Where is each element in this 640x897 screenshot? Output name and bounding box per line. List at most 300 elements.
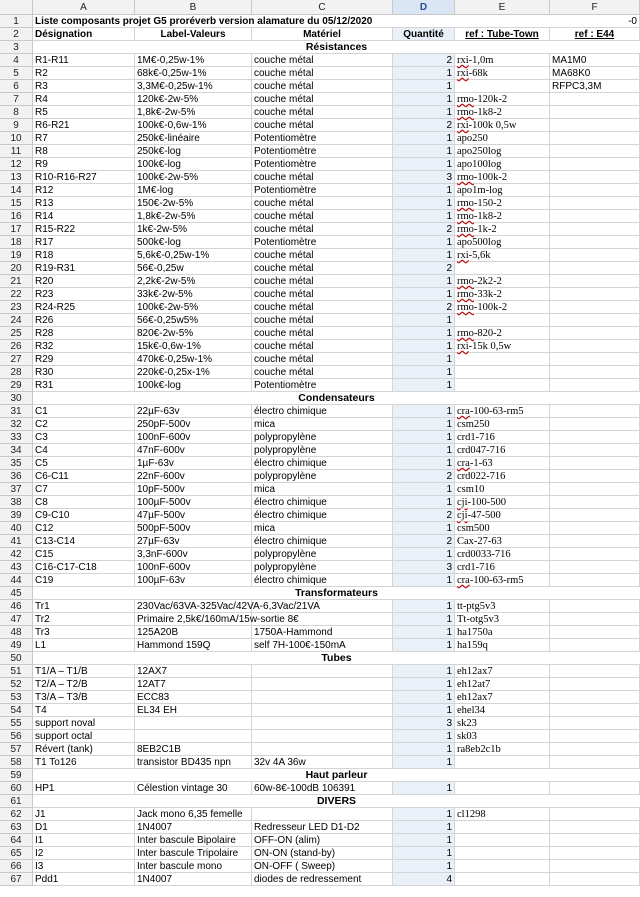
cell-b49[interactable]: Hammond 159Q: [135, 639, 252, 652]
cell-a49[interactable]: L1: [33, 639, 135, 652]
cell-e5[interactable]: rxi-68k: [455, 67, 550, 80]
cell-c28[interactable]: couche métal: [252, 366, 393, 379]
cell-f49[interactable]: [550, 639, 640, 652]
cell-d14[interactable]: 1: [393, 184, 455, 197]
row-header-42[interactable]: 42: [0, 548, 33, 561]
cell-c63[interactable]: Redresseur LED D1-D2: [252, 821, 393, 834]
row-header-16[interactable]: 16: [0, 210, 33, 223]
cell-f27[interactable]: [550, 353, 640, 366]
cell-c67[interactable]: diodes de redressement: [252, 873, 393, 886]
cell-f40[interactable]: [550, 522, 640, 535]
cell-d27[interactable]: 1: [393, 353, 455, 366]
cell-d16[interactable]: 1: [393, 210, 455, 223]
cell-c41[interactable]: électro chimique: [252, 535, 393, 548]
cell-a44[interactable]: C19: [33, 574, 135, 587]
row-header-5[interactable]: 5: [0, 67, 33, 80]
cell-a10[interactable]: R7: [33, 132, 135, 145]
cell-e36[interactable]: crd022-716: [455, 470, 550, 483]
cell-c54[interactable]: [252, 704, 393, 717]
cell-c14[interactable]: Potentiomètre: [252, 184, 393, 197]
cell-f32[interactable]: [550, 418, 640, 431]
cell-f51[interactable]: [550, 665, 640, 678]
cell-c60[interactable]: 60w-8€-100dB 106391: [252, 782, 393, 795]
cell-c35[interactable]: électro chimique: [252, 457, 393, 470]
row-header-7[interactable]: 7: [0, 93, 33, 106]
cell-a6[interactable]: R3: [33, 80, 135, 93]
row-header-67[interactable]: 67: [0, 873, 33, 886]
cell-d32[interactable]: 1: [393, 418, 455, 431]
cell-a66[interactable]: I3: [33, 860, 135, 873]
row-header-51[interactable]: 51: [0, 665, 33, 678]
cell-f23[interactable]: [550, 301, 640, 314]
cell-d35[interactable]: 1: [393, 457, 455, 470]
row-header-13[interactable]: 13: [0, 171, 33, 184]
cell-c53[interactable]: [252, 691, 393, 704]
header-designation[interactable]: Désignation: [33, 28, 135, 41]
cell-f6[interactable]: RFPC3,3M: [550, 80, 640, 93]
cell-d46[interactable]: 1: [393, 600, 455, 613]
cell-e55[interactable]: sk23: [455, 717, 550, 730]
cell-b58[interactable]: transistor BD435 npn: [135, 756, 252, 769]
cell-f12[interactable]: [550, 158, 640, 171]
cell-c57[interactable]: [252, 743, 393, 756]
cell-a56[interactable]: support octal: [33, 730, 135, 743]
cell-f29[interactable]: [550, 379, 640, 392]
row-header-3[interactable]: 3: [0, 41, 33, 54]
cell-d51[interactable]: 1: [393, 665, 455, 678]
cell-d38[interactable]: 1: [393, 496, 455, 509]
cell-d12[interactable]: 1: [393, 158, 455, 171]
cell-b29[interactable]: 100k€-log: [135, 379, 252, 392]
cell-c17[interactable]: couche métal: [252, 223, 393, 236]
cell-c42[interactable]: polypropylène: [252, 548, 393, 561]
cell-e38[interactable]: cji-100-500: [455, 496, 550, 509]
cell-b14[interactable]: 1M€-log: [135, 184, 252, 197]
row-header-14[interactable]: 14: [0, 184, 33, 197]
cell-e24[interactable]: [455, 314, 550, 327]
column-header-b[interactable]: B: [135, 0, 252, 15]
row-header-53[interactable]: 53: [0, 691, 33, 704]
cell-a31[interactable]: C1: [33, 405, 135, 418]
row-header-37[interactable]: 37: [0, 483, 33, 496]
cell-e54[interactable]: ehel34: [455, 704, 550, 717]
cell-d67[interactable]: 4: [393, 873, 455, 886]
cell-b35[interactable]: 1µF-63v: [135, 457, 252, 470]
cell-e58[interactable]: [455, 756, 550, 769]
row-header-8[interactable]: 8: [0, 106, 33, 119]
cell-c49[interactable]: self 7H-100€-150mA: [252, 639, 393, 652]
row-header-2[interactable]: 2: [0, 28, 33, 41]
cell-e16[interactable]: rmo-1k8-2: [455, 210, 550, 223]
cell-d33[interactable]: 1: [393, 431, 455, 444]
cell-c47[interactable]: [252, 613, 393, 626]
cell-a19[interactable]: R18: [33, 249, 135, 262]
cell-b40[interactable]: 500pF-500v: [135, 522, 252, 535]
cell-c55[interactable]: [252, 717, 393, 730]
cell-f44[interactable]: [550, 574, 640, 587]
cell-a20[interactable]: R19-R31: [33, 262, 135, 275]
cell-c22[interactable]: couche métal: [252, 288, 393, 301]
cell-d53[interactable]: 1: [393, 691, 455, 704]
header-ref-e44[interactable]: ref : E44: [550, 28, 640, 41]
cell-d56[interactable]: 1: [393, 730, 455, 743]
cell-e15[interactable]: rmo-150-2: [455, 197, 550, 210]
column-header-c[interactable]: C: [252, 0, 393, 15]
cell-f38[interactable]: [550, 496, 640, 509]
cell-c12[interactable]: Potentiomètre: [252, 158, 393, 171]
cell-f63[interactable]: [550, 821, 640, 834]
cell-c65[interactable]: ON-ON (stand-by): [252, 847, 393, 860]
cell-e41[interactable]: Cax-27-63: [455, 535, 550, 548]
cell-d23[interactable]: 2: [393, 301, 455, 314]
cell-a38[interactable]: C8: [33, 496, 135, 509]
cell-a63[interactable]: D1: [33, 821, 135, 834]
row-header-39[interactable]: 39: [0, 509, 33, 522]
row-header-57[interactable]: 57: [0, 743, 33, 756]
cell-a27[interactable]: R29: [33, 353, 135, 366]
cell-b44[interactable]: 100µF-63v: [135, 574, 252, 587]
cell-c62[interactable]: [252, 808, 393, 821]
cell-f22[interactable]: [550, 288, 640, 301]
row-header-25[interactable]: 25: [0, 327, 33, 340]
row-header-63[interactable]: 63: [0, 821, 33, 834]
cell-f35[interactable]: [550, 457, 640, 470]
row-header-45[interactable]: 45: [0, 587, 33, 600]
row-header-34[interactable]: 34: [0, 444, 33, 457]
cell-a28[interactable]: R30: [33, 366, 135, 379]
cell-f52[interactable]: [550, 678, 640, 691]
cell-e57[interactable]: ra8eb2c1b: [455, 743, 550, 756]
cell-d48[interactable]: 1: [393, 626, 455, 639]
cell-d13[interactable]: 3: [393, 171, 455, 184]
cell-b65[interactable]: Inter bascule Tripolaire: [135, 847, 252, 860]
cell-f5[interactable]: MA68K0: [550, 67, 640, 80]
cell-e46[interactable]: tt-ptg5v3: [455, 600, 550, 613]
row-header-55[interactable]: 55: [0, 717, 33, 730]
row-header-56[interactable]: 56: [0, 730, 33, 743]
cell-b38[interactable]: 100µF-500v: [135, 496, 252, 509]
cell-b36[interactable]: 22nF-600v: [135, 470, 252, 483]
cell-b57[interactable]: 8EB2C1B: [135, 743, 252, 756]
cell-a29[interactable]: R31: [33, 379, 135, 392]
cell-a13[interactable]: R10-R16-R27: [33, 171, 135, 184]
cell-e12[interactable]: apo100log: [455, 158, 550, 171]
row-header-19[interactable]: 19: [0, 249, 33, 262]
cell-f58[interactable]: [550, 756, 640, 769]
cell-d7[interactable]: 1: [393, 93, 455, 106]
cell-f19[interactable]: [550, 249, 640, 262]
cell-f37[interactable]: [550, 483, 640, 496]
row-header-52[interactable]: 52: [0, 678, 33, 691]
cell-d5[interactable]: 1: [393, 67, 455, 80]
cell-c25[interactable]: couche métal: [252, 327, 393, 340]
row-header-40[interactable]: 40: [0, 522, 33, 535]
cell-f43[interactable]: [550, 561, 640, 574]
cell-c44[interactable]: électro chimique: [252, 574, 393, 587]
cell-f57[interactable]: [550, 743, 640, 756]
row-header-46[interactable]: 46: [0, 600, 33, 613]
cell-e52[interactable]: eh12at7: [455, 678, 550, 691]
cell-b27[interactable]: 470k€-0,25w-1%: [135, 353, 252, 366]
cell-b43[interactable]: 100nF-600v: [135, 561, 252, 574]
row-header-4[interactable]: 4: [0, 54, 33, 67]
cell-a53[interactable]: T3/A – T3/B: [33, 691, 135, 704]
cell-e43[interactable]: crd1-716: [455, 561, 550, 574]
cell-d44[interactable]: 1: [393, 574, 455, 587]
cell-f13[interactable]: [550, 171, 640, 184]
cell-e42[interactable]: crd0033-716: [455, 548, 550, 561]
row-header-10[interactable]: 10: [0, 132, 33, 145]
cell-a23[interactable]: R24-R25: [33, 301, 135, 314]
cell-a37[interactable]: C7: [33, 483, 135, 496]
cell-f17[interactable]: [550, 223, 640, 236]
cell-c29[interactable]: Potentiomètre: [252, 379, 393, 392]
cell-b25[interactable]: 820€-2w-5%: [135, 327, 252, 340]
cell-f18[interactable]: [550, 236, 640, 249]
cell-d37[interactable]: 1: [393, 483, 455, 496]
cell-f53[interactable]: [550, 691, 640, 704]
cell-f14[interactable]: [550, 184, 640, 197]
cell-b33[interactable]: 100nF-600v: [135, 431, 252, 444]
cell-a4[interactable]: R1-R11: [33, 54, 135, 67]
cell-d6[interactable]: 1: [393, 80, 455, 93]
cell-c46[interactable]: [252, 600, 393, 613]
cell-f66[interactable]: [550, 860, 640, 873]
cell-b66[interactable]: Inter bascule mono: [135, 860, 252, 873]
cell-b11[interactable]: 250k€-log: [135, 145, 252, 158]
cell-e39[interactable]: cji-47-500: [455, 509, 550, 522]
cell-c23[interactable]: couche métal: [252, 301, 393, 314]
cell-c48[interactable]: 1750A-Hammond: [252, 626, 393, 639]
cell-b7[interactable]: 120k€-2w-5%: [135, 93, 252, 106]
row-header-32[interactable]: 32: [0, 418, 33, 431]
cell-b42[interactable]: 3,3nF-600v: [135, 548, 252, 561]
cell-f67[interactable]: [550, 873, 640, 886]
cell-f54[interactable]: [550, 704, 640, 717]
cell-e10[interactable]: apo250: [455, 132, 550, 145]
cell-e65[interactable]: [455, 847, 550, 860]
cell-a43[interactable]: C16-C17-C18: [33, 561, 135, 574]
cell-d57[interactable]: 1: [393, 743, 455, 756]
cell-f34[interactable]: [550, 444, 640, 457]
column-header-f[interactable]: F: [550, 0, 640, 15]
row-header-59[interactable]: 59: [0, 769, 33, 782]
cell-c13[interactable]: couche métal: [252, 171, 393, 184]
cell-d42[interactable]: 1: [393, 548, 455, 561]
cell-b34[interactable]: 47nF-600v: [135, 444, 252, 457]
cell-a47[interactable]: Tr2: [33, 613, 135, 626]
cell-f7[interactable]: [550, 93, 640, 106]
cell-a51[interactable]: T1/A – T1/B: [33, 665, 135, 678]
cell-a54[interactable]: T4: [33, 704, 135, 717]
cell-b39[interactable]: 47µF-500v: [135, 509, 252, 522]
cell-f10[interactable]: [550, 132, 640, 145]
cell-c66[interactable]: ON-OFF ( Sweep): [252, 860, 393, 873]
row-header-30[interactable]: 30: [0, 392, 33, 405]
cell-b10[interactable]: 250k€-linéaire: [135, 132, 252, 145]
cell-d4[interactable]: 2: [393, 54, 455, 67]
cell-a26[interactable]: R32: [33, 340, 135, 353]
header-ref-tube-town[interactable]: ref : Tube-Town: [455, 28, 550, 41]
cell-a41[interactable]: C13-C14: [33, 535, 135, 548]
cell-d26[interactable]: 1: [393, 340, 455, 353]
column-header-e[interactable]: E: [455, 0, 550, 15]
cell-f55[interactable]: [550, 717, 640, 730]
cell-f42[interactable]: [550, 548, 640, 561]
cell-c10[interactable]: Potentiomètre: [252, 132, 393, 145]
cell-e20[interactable]: [455, 262, 550, 275]
cell-d9[interactable]: 2: [393, 119, 455, 132]
row-header-21[interactable]: 21: [0, 275, 33, 288]
header-quantite[interactable]: Quantité: [393, 28, 455, 41]
cell-c27[interactable]: couche métal: [252, 353, 393, 366]
cell-a46[interactable]: Tr1: [33, 600, 135, 613]
cell-e7[interactable]: rmo-120k-2: [455, 93, 550, 106]
cell-c36[interactable]: polypropylène: [252, 470, 393, 483]
cell-d60[interactable]: 1: [393, 782, 455, 795]
cell-d66[interactable]: 1: [393, 860, 455, 873]
cell-b21[interactable]: 2,2k€-2w-5%: [135, 275, 252, 288]
row-header-9[interactable]: 9: [0, 119, 33, 132]
row-header-61[interactable]: 61: [0, 795, 33, 808]
cell-a40[interactable]: C12: [33, 522, 135, 535]
cell-b32[interactable]: 250pF-500v: [135, 418, 252, 431]
row-header-66[interactable]: 66: [0, 860, 33, 873]
cell-d65[interactable]: 1: [393, 847, 455, 860]
cell-b53[interactable]: ECC83: [135, 691, 252, 704]
cell-b16[interactable]: 1,8k€-2w-5%: [135, 210, 252, 223]
cell-d43[interactable]: 3: [393, 561, 455, 574]
cell-a9[interactable]: R6-R21: [33, 119, 135, 132]
cell-f65[interactable]: [550, 847, 640, 860]
cell-c33[interactable]: polypropylène: [252, 431, 393, 444]
cell-b15[interactable]: 150€-2w-5%: [135, 197, 252, 210]
row-header-33[interactable]: 33: [0, 431, 33, 444]
cell-f39[interactable]: [550, 509, 640, 522]
cell-f1[interactable]: -0: [550, 15, 640, 28]
select-all-corner[interactable]: [0, 0, 33, 15]
cell-e4[interactable]: rxi-1,0m: [455, 54, 550, 67]
cell-a60[interactable]: HP1: [33, 782, 135, 795]
cell-d31[interactable]: 1: [393, 405, 455, 418]
cell-c39[interactable]: électro chimique: [252, 509, 393, 522]
cell-c38[interactable]: électro chimique: [252, 496, 393, 509]
cell-c21[interactable]: couche métal: [252, 275, 393, 288]
cell-f41[interactable]: [550, 535, 640, 548]
cell-c8[interactable]: couche métal: [252, 106, 393, 119]
cell-e18[interactable]: apo500log: [455, 236, 550, 249]
row-header-24[interactable]: 24: [0, 314, 33, 327]
cell-d58[interactable]: 1: [393, 756, 455, 769]
cell-e67[interactable]: [455, 873, 550, 886]
cell-e47[interactable]: Tt-otg5v3: [455, 613, 550, 626]
cell-b37[interactable]: 10pF-500v: [135, 483, 252, 496]
cell-c11[interactable]: Potentiomètre: [252, 145, 393, 158]
cell-a16[interactable]: R14: [33, 210, 135, 223]
cell-e31[interactable]: cra-100-63-rm5: [455, 405, 550, 418]
cell-f60[interactable]: [550, 782, 640, 795]
cell-d29[interactable]: 1: [393, 379, 455, 392]
cell-c32[interactable]: mica: [252, 418, 393, 431]
cell-e37[interactable]: csm10: [455, 483, 550, 496]
cell-f24[interactable]: [550, 314, 640, 327]
cell-c31[interactable]: électro chimique: [252, 405, 393, 418]
cell-f20[interactable]: [550, 262, 640, 275]
row-header-31[interactable]: 31: [0, 405, 33, 418]
row-header-28[interactable]: 28: [0, 366, 33, 379]
cell-e8[interactable]: rmo-1k8-2: [455, 106, 550, 119]
cell-f25[interactable]: [550, 327, 640, 340]
cell-b22[interactable]: 33k€-2w-5%: [135, 288, 252, 301]
cell-b19[interactable]: 5,6k€-0,25w-1%: [135, 249, 252, 262]
cell-f11[interactable]: [550, 145, 640, 158]
cell-e32[interactable]: csm250: [455, 418, 550, 431]
cell-d21[interactable]: 1: [393, 275, 455, 288]
cell-a5[interactable]: R2: [33, 67, 135, 80]
row-header-64[interactable]: 64: [0, 834, 33, 847]
cell-b17[interactable]: 1k€-2w-5%: [135, 223, 252, 236]
cell-b67[interactable]: 1N4007: [135, 873, 252, 886]
row-header-35[interactable]: 35: [0, 457, 33, 470]
cell-c9[interactable]: couche métal: [252, 119, 393, 132]
cell-d54[interactable]: 1: [393, 704, 455, 717]
cell-b8[interactable]: 1,8k€-2w-5%: [135, 106, 252, 119]
cell-c64[interactable]: OFF-ON (alim): [252, 834, 393, 847]
row-header-22[interactable]: 22: [0, 288, 33, 301]
cell-e21[interactable]: rmo-2k2-2: [455, 275, 550, 288]
cell-b54[interactable]: EL34 EH: [135, 704, 252, 717]
cell-f16[interactable]: [550, 210, 640, 223]
cell-c34[interactable]: polypropylène: [252, 444, 393, 457]
cell-f28[interactable]: [550, 366, 640, 379]
cell-c37[interactable]: mica: [252, 483, 393, 496]
row-header-44[interactable]: 44: [0, 574, 33, 587]
cell-e26[interactable]: rxi-15k 0,5w: [455, 340, 550, 353]
cell-c43[interactable]: polypropylène: [252, 561, 393, 574]
row-header-43[interactable]: 43: [0, 561, 33, 574]
cell-d39[interactable]: 2: [393, 509, 455, 522]
cell-d34[interactable]: 1: [393, 444, 455, 457]
cell-e28[interactable]: [455, 366, 550, 379]
cell-d19[interactable]: 1: [393, 249, 455, 262]
cell-e62[interactable]: cl1298: [455, 808, 550, 821]
cell-d63[interactable]: 1: [393, 821, 455, 834]
cell-f47[interactable]: [550, 613, 640, 626]
cell-b20[interactable]: 56€-0,25w: [135, 262, 252, 275]
row-header-18[interactable]: 18: [0, 236, 33, 249]
cell-a42[interactable]: C15: [33, 548, 135, 561]
cell-f31[interactable]: [550, 405, 640, 418]
cell-f4[interactable]: MA1M0: [550, 54, 640, 67]
cell-c40[interactable]: mica: [252, 522, 393, 535]
cell-e44[interactable]: cra-100-63-rm5: [455, 574, 550, 587]
row-header-41[interactable]: 41: [0, 535, 33, 548]
cell-b13[interactable]: 100k€-2w-5%: [135, 171, 252, 184]
row-header-12[interactable]: 12: [0, 158, 33, 171]
cell-a64[interactable]: I1: [33, 834, 135, 847]
cell-c18[interactable]: Potentiomètre: [252, 236, 393, 249]
cell-b51[interactable]: 12AX7: [135, 665, 252, 678]
cell-f26[interactable]: [550, 340, 640, 353]
cell-d8[interactable]: 1: [393, 106, 455, 119]
cell-c7[interactable]: couche métal: [252, 93, 393, 106]
cell-e40[interactable]: csm500: [455, 522, 550, 535]
cell-e56[interactable]: sk03: [455, 730, 550, 743]
cell-d28[interactable]: 1: [393, 366, 455, 379]
row-header-15[interactable]: 15: [0, 197, 33, 210]
cell-c4[interactable]: couche métal: [252, 54, 393, 67]
cell-a12[interactable]: R9: [33, 158, 135, 171]
